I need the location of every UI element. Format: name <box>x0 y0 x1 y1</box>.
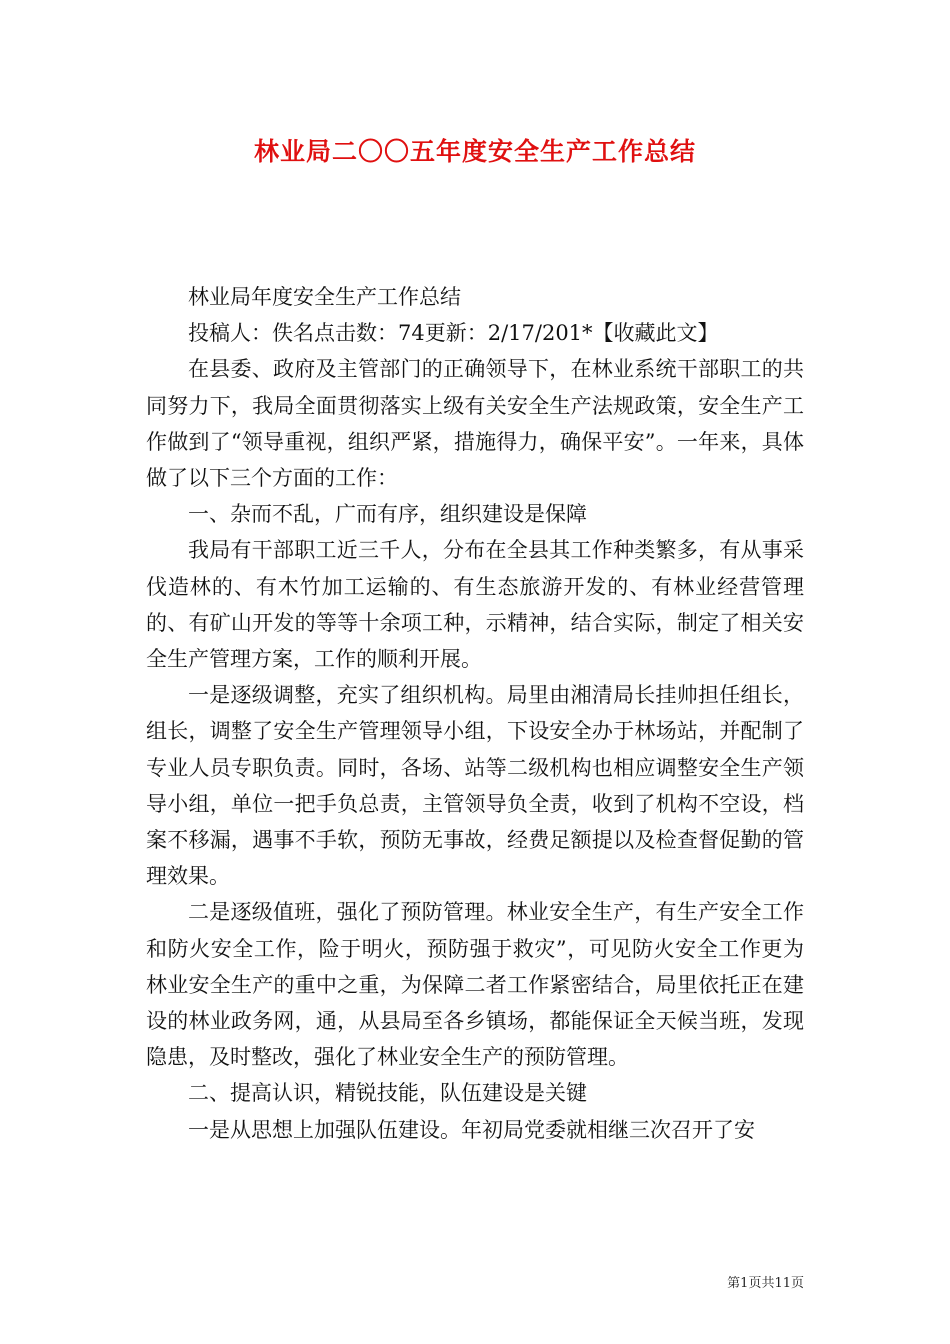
document-body <box>146 279 804 1148</box>
page-number-footer: 第1页共11页 <box>727 1276 804 1291</box>
intro-paragraph: 在县委、政府及主管部门的正确领导下，在林业系统干部职工的共同努力下，我局全面贯彻落实上级有关安全生产法规政策，安全生产工作做到了“领导重视，组织严紧，措施得力，确保平安”。一年来，具体做了以下三个方面的工作： <box>146 357 804 491</box>
subtitle-paragraph: 林业局年度安全生产工作总结 <box>188 285 461 309</box>
body-paragraph: 一是逐级调整，充实了组织机构。局里由湘清局长挂帅担任组长，组长，调整了安全生产管理领导小组，下设安全办于林场站，并配制了专业人员专职负责。同时，各场、站等二级机构也相应调整安全生产领导小组，单位一把手负总责，主管领导负全责，收到了机构不空设，档案不移漏，遇事不手软，预防无事故，经费足额提以及检查督促勤的管理效果。 <box>146 683 804 889</box>
body-paragraph: 我局有干部职工近三千人，分布在全县其工作种类繁多，有从事采伐造林的、有木竹加工运输的、有生态旅游开发的、有林业经营管理的、有矿山开发的等等十余项工种，示精神，结合实际，制定了相关安全生产管理方案，工作的顺利开展。 <box>146 538 804 672</box>
section-heading-2: 二、提高认识，精锐技能，队伍建设是关键 <box>188 1081 587 1106</box>
body-paragraph: 一是从思想上加强队伍建设。年初局党委就相继三次召开了安 <box>188 1117 755 1142</box>
document-title: 林业局二〇〇五年度安全生产工作总结 <box>253 137 696 166</box>
section-heading-1: 一、杂而不乱，广而有序，组织建设是保障 <box>188 502 587 527</box>
body-paragraph: 二是逐级值班，强化了预防管理。林业安全生产，有生产安全工作和防火安全工作，险于明火，预防强于救灾”，可见防火安全工作更为林业安全生产的重中之重，为保障二者工作紧密结合，局里依托正在建设的林业政务网，通，从县局至各乡镇场，都能保证全天候当班，发现隐患，及时整改，强化了林业安全生产的预防管理。 <box>146 900 804 1070</box>
byline-paragraph: 投稿人：佚名点击数：74更新：2/17/201*【收藏此文】 <box>188 321 719 346</box>
